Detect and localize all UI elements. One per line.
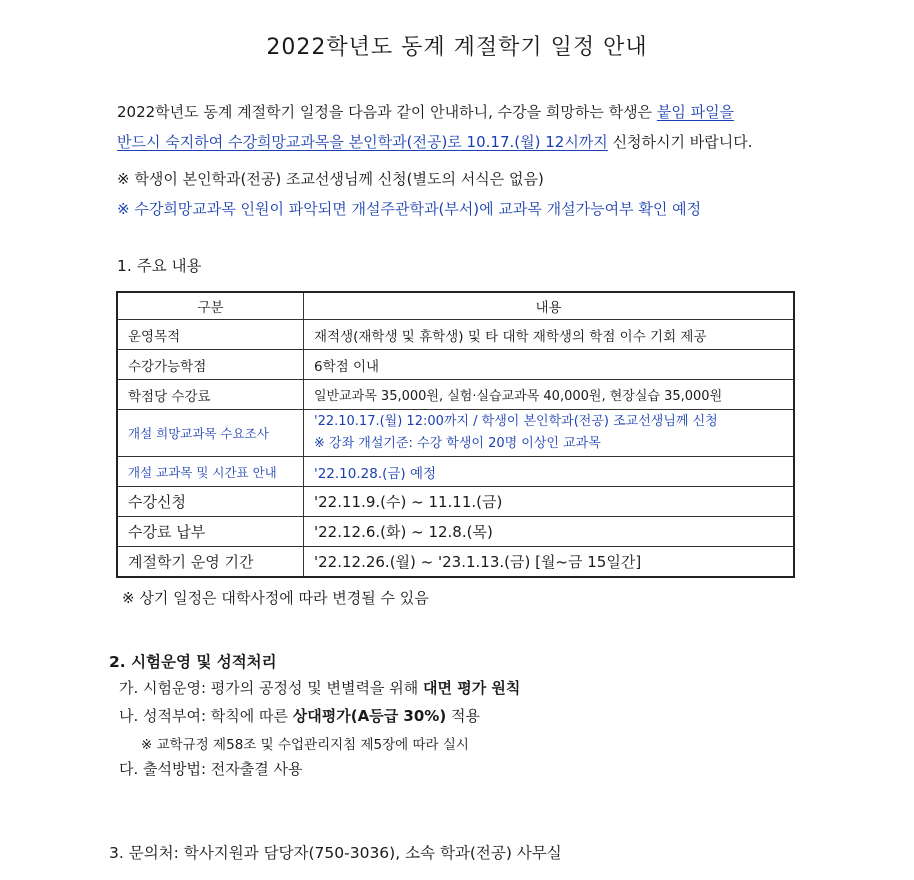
row-content-note: ※ 강좌 개설기준: 수강 학생이 20명 이상인 교과목 xyxy=(314,436,601,451)
section2-heading-text: 2. 시험운영 및 성적처리 xyxy=(109,653,277,671)
grading-item xyxy=(119,705,480,726)
section2-heading xyxy=(109,650,277,672)
grading-item-text: 나. 성적부여: 학칙에 따른 xyxy=(119,707,293,725)
row-label: 운영목적 xyxy=(117,320,304,350)
table-row xyxy=(117,410,794,457)
row-content-line: '22.10.17.(월) 12:00까지 / 학생이 본인학과(전공) 조교선생님께 신청 xyxy=(314,414,718,429)
row-content: 재적생(재학생 및 휴학생) 및 타 대학 재학생의 학점 이수 기회 제공 xyxy=(304,320,795,350)
row-content: 6학점 이내 xyxy=(304,350,795,380)
row-content: '22.12.6.(화) ~ 12.8.(목) xyxy=(304,517,795,547)
exam-item-bold: 대면 평가 원칙 xyxy=(423,679,521,697)
row-content xyxy=(304,410,795,457)
intro-text: 2022학년도 동계 계절학기 일정을 다음과 같이 안내하니, 수강을 희망하는 학생은 xyxy=(117,103,657,121)
row-label: 계절학기 운영 기간 xyxy=(117,547,304,578)
grading-item-post: 적용 xyxy=(446,707,480,725)
row-content: '22.10.28.(금) 예정 xyxy=(304,457,795,487)
row-label: 수강료 납부 xyxy=(117,517,304,547)
row-content: '22.11.9.(수) ~ 11.11.(금) xyxy=(304,487,795,517)
note-apply: ※ 학생이 본인학과(전공) 조교선생님께 신청(별도의 서식은 없음) xyxy=(117,170,544,188)
row-label: 학점당 수강료 xyxy=(117,380,304,410)
table-row xyxy=(117,380,794,410)
row-content: 일반교과목 35,000원, 실험·실습교과목 40,000원, 현장실습 35,000원 xyxy=(304,380,795,410)
table-row xyxy=(117,517,794,547)
intro-line-1 xyxy=(117,101,734,122)
header-category: 구분 xyxy=(117,292,304,320)
page-title: 2022학년도 동계 계절학기 일정 안내 xyxy=(266,35,648,60)
intro-highlight-2: 반드시 숙지하여 수강희망교과목을 본인학과(전공)로 10.17.(월) 12시까지 xyxy=(117,133,608,151)
row-label: 개설 희망교과목 수요조사 xyxy=(117,410,304,457)
row-label: 개설 교과목 및 시간표 안내 xyxy=(117,457,304,487)
header-content: 내용 xyxy=(304,292,795,320)
row-label: 수강가능학점 xyxy=(117,350,304,380)
grading-note: ※ 교학규정 제58조 및 수업관리지침 제5장에 따라 실시 xyxy=(141,737,469,753)
attendance-item: 다. 출석방법: 전자출결 사용 xyxy=(119,760,303,778)
row-content: '22.12.26.(월) ~ '23.1.13.(금) [월~금 15일간] xyxy=(304,547,795,578)
exam-item-text: 가. 시험운영: 평가의 공정성 및 변별력을 위해 xyxy=(119,679,424,697)
intro-line-2 xyxy=(117,131,753,152)
table-row xyxy=(117,320,794,350)
intro-text-2: 신청하시기 바랍니다. xyxy=(607,133,753,151)
schedule-table xyxy=(116,291,795,578)
section1-heading: 1. 주요 내용 xyxy=(117,257,202,275)
table-row xyxy=(117,487,794,517)
exam-item xyxy=(119,677,520,698)
table-row xyxy=(117,457,794,487)
row-label: 수강신청 xyxy=(117,487,304,517)
section3-contact: 3. 문의처: 학사지원과 담당자(750-3036), 소속 학과(전공) 사무실 xyxy=(109,844,562,862)
table-row xyxy=(117,350,794,380)
grading-item-bold: 상대평가(A등급 30%) xyxy=(292,707,447,725)
table-row xyxy=(117,547,794,578)
intro-highlight: 붙임 파일을 xyxy=(656,103,735,121)
table-header-row xyxy=(117,292,794,320)
note-confirm: ※ 수강희망교과목 인원이 파악되면 개설주관학과(부서)에 교과목 개설가능여부 확인 예정 xyxy=(117,200,702,218)
table-footnote: ※ 상기 일정은 대학사정에 따라 변경될 수 있음 xyxy=(122,589,429,607)
